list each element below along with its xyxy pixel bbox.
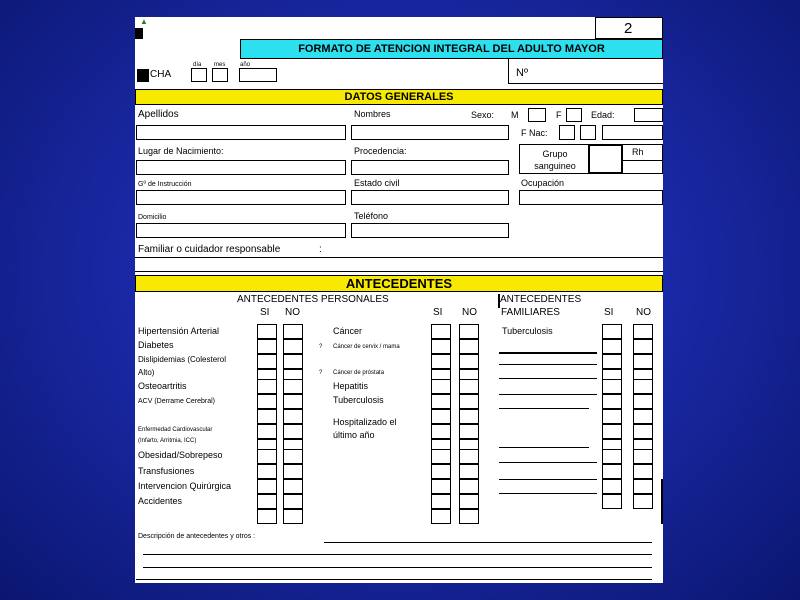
checkbox[interactable] [431,509,451,524]
checkbox[interactable] [459,494,479,509]
checkbox[interactable] [633,464,653,479]
estado-civil-field[interactable] [351,190,509,205]
no-header-2: NO [462,307,477,318]
checkbox[interactable] [459,324,479,339]
datos-generales-title [135,89,663,105]
divider [135,271,663,272]
checkbox[interactable] [431,449,451,464]
checkbox[interactable] [257,394,277,409]
checkbox[interactable] [459,409,479,424]
checkbox[interactable] [283,409,303,424]
fecha-mark [137,69,149,82]
telefono-field[interactable] [351,223,509,238]
antecedente-label: Osteoartritis [138,381,187,391]
grupo-sanguineo-field[interactable] [588,144,623,174]
familiar-line [499,479,597,480]
antecedentes-title [135,275,663,292]
familiares-header-2: FAMILIARES [501,307,560,318]
sexo-m-checkbox[interactable] [528,108,546,122]
familiar-line [499,394,597,395]
antecedente-label: Tuberculosis [333,395,384,405]
antecedente-label: Alto) [138,368,155,377]
antecedente-label: Diabetes [138,340,174,350]
checkbox[interactable] [602,479,622,494]
checkbox[interactable] [459,379,479,394]
checkbox[interactable] [459,509,479,524]
checkbox[interactable] [602,339,622,354]
antecedente-label: (Infarto, Arritmia, ICC) [138,438,197,444]
checkbox[interactable] [633,449,653,464]
checkbox[interactable] [459,339,479,354]
familiar-line [499,447,589,448]
checkbox[interactable] [257,479,277,494]
checkbox[interactable] [257,509,277,524]
divider [623,160,663,161]
anio-field[interactable] [239,68,277,82]
checkbox[interactable] [602,379,622,394]
sexo-label: Sexo: [471,110,495,120]
checkbox[interactable] [431,324,451,339]
checkbox[interactable] [283,449,303,464]
descripcion-label: Descripción de antecedentes y otros : [138,533,256,540]
procedencia-label: Procedencia: [354,146,407,156]
familiar-field [135,257,663,258]
checkbox[interactable] [283,339,303,354]
no-header-3: NO [636,307,651,318]
descripcion-line [143,554,652,555]
familiar-label: Familiar o cuidador responsable [138,244,281,255]
checkbox[interactable] [431,354,451,369]
descripcion-line [324,542,652,543]
logo-icon: ▲ [140,17,148,26]
checkbox[interactable] [257,354,277,369]
checkbox[interactable] [431,394,451,409]
antecedente-label: ACV (Derrame Cerebral) [138,398,216,405]
form-sheet [135,17,663,583]
form-title-text: FORMATO DE ATENCION INTEGRAL DEL ADULTO MAYOR [298,43,605,55]
checkbox[interactable] [459,394,479,409]
antecedente-label: Dislipidemias (Colesterol [138,355,227,364]
familiar-line [499,462,597,463]
familiar-line [499,352,597,354]
familiar-colon: : [319,244,322,255]
form-title [240,39,663,59]
checkbox[interactable] [459,354,479,369]
grado-instruccion-label: Gº de Instrucción [138,181,192,188]
lugar-nacimiento-field[interactable] [136,160,346,175]
question-mark: ? [319,370,323,376]
antecedente-label: Obesidad/Sobrepeso [138,450,223,460]
checkbox[interactable] [431,339,451,354]
checkbox[interactable] [602,494,622,509]
descripcion-line [143,567,652,568]
checkbox[interactable] [633,394,653,409]
f-label: F [556,110,562,120]
grado-instruccion-field[interactable] [136,190,346,205]
domicilio-field[interactable] [136,223,346,238]
antecedente-label: Transfusiones [138,466,195,476]
f-nac-dia-field[interactable] [559,125,575,140]
checkbox[interactable] [431,464,451,479]
f-nac-anio-field[interactable] [602,125,663,140]
checkbox[interactable] [283,494,303,509]
checkbox[interactable] [257,324,277,339]
grupo-sanguineo-label: Grupo sanguineo [534,149,576,171]
checkbox[interactable] [633,354,653,369]
divider [508,59,509,83]
nombres-label: Nombres [354,109,391,119]
antecedente-label: Accidentes [138,496,183,506]
checkbox[interactable] [602,424,622,439]
familiar-line [499,408,589,409]
divider [508,83,663,84]
checkbox[interactable] [602,449,622,464]
checkbox[interactable] [257,409,277,424]
familiar-line [499,493,597,494]
logo-mark [135,28,143,39]
checkbox[interactable] [633,479,653,494]
edge-line [661,479,663,524]
antecedente-label: Enfermedad Cardiovascular [138,427,213,433]
antecedentes-title-text: ANTECEDENTES [345,276,453,291]
checkbox[interactable] [257,494,277,509]
checkbox[interactable] [602,354,622,369]
f-nac-mes-field[interactable] [580,125,596,140]
familiares-header-1: ANTECEDENTES [500,294,582,305]
si-header-2: SI [433,307,443,318]
domicilio-label: Domicilio [138,214,167,221]
checkbox[interactable] [431,479,451,494]
antecedente-label: Tuberculosis [502,326,553,336]
checkbox[interactable] [459,464,479,479]
si-header-1: SI [260,307,270,318]
si-header-3: SI [604,307,614,318]
antecedente-label: Cáncer de cervix / mama [333,344,400,350]
checkbox[interactable] [633,324,653,339]
mes-label: mes [214,62,226,68]
checkbox[interactable] [283,464,303,479]
telefono-label: Teléfono [354,211,389,221]
checkbox[interactable] [633,379,653,394]
checkbox[interactable] [257,464,277,479]
checkbox[interactable] [283,324,303,339]
checkbox[interactable] [431,424,451,439]
checkbox[interactable] [633,424,653,439]
ocupacion-label: Ocupación [521,178,565,188]
checkbox[interactable] [633,339,653,354]
f-nac-label: F Nac: [521,128,548,138]
numero-label: Nº [516,67,528,79]
mes-field[interactable] [212,68,228,82]
no-header-1: NO [285,307,300,318]
antecedente-label: Cáncer [333,326,363,336]
checkbox[interactable] [283,509,303,524]
antecedente-label: Cáncer de próstata [333,370,385,376]
checkbox[interactable] [459,449,479,464]
datos-generales-title-text: DATOS GENERALES [344,91,454,103]
apellidos-field[interactable] [136,125,346,140]
descripcion-line [136,579,652,580]
edad-label: Edad: [591,110,615,120]
page-number: 2 [624,20,633,37]
checkbox[interactable] [459,424,479,439]
antecedente-label: Intervencion Quirúrgica [138,481,232,491]
dia-field[interactable] [191,68,207,82]
personales-header: ANTECEDENTES PERSONALES [237,294,389,305]
checkbox[interactable] [431,379,451,394]
checkbox[interactable] [431,409,451,424]
estado-civil-label: Estado civil [354,178,400,188]
checkbox[interactable] [459,479,479,494]
sexo-f-checkbox[interactable] [566,108,582,122]
checkbox[interactable] [602,409,622,424]
checkbox[interactable] [257,339,277,354]
checkbox[interactable] [431,494,451,509]
dia-label: día [193,62,202,68]
nombres-field[interactable] [351,125,509,140]
checkbox[interactable] [257,379,277,394]
checkbox[interactable] [602,394,622,409]
checkbox[interactable] [283,354,303,369]
fecha-label: CHA [150,69,172,80]
apellidos-label: Apellidos [138,109,179,120]
procedencia-field[interactable] [351,160,509,175]
rh-label: Rh [632,147,644,157]
checkbox[interactable] [602,324,622,339]
checkbox[interactable] [602,464,622,479]
lugar-nacimiento-label: Lugar de Nacimiento: [138,146,224,156]
checkbox[interactable] [633,409,653,424]
question-mark: ? [319,344,323,350]
checkbox[interactable] [633,494,653,509]
checkbox[interactable] [257,424,277,439]
anio-label: año [240,62,251,68]
checkbox[interactable] [283,379,303,394]
m-label: M [511,110,519,120]
edad-field[interactable] [634,108,663,122]
antecedente-label: Hipertensión Arterial [138,326,220,336]
antecedente-label: Hepatitis [333,381,369,391]
checkbox[interactable] [283,424,303,439]
checkbox[interactable] [257,449,277,464]
familiar-line [499,364,597,365]
checkbox[interactable] [283,394,303,409]
checkbox[interactable] [283,479,303,494]
ocupacion-field[interactable] [519,190,663,205]
antecedente-label: último año [333,430,375,440]
familiar-line [499,378,597,379]
antecedente-label: Hospitalizado el [333,417,397,427]
